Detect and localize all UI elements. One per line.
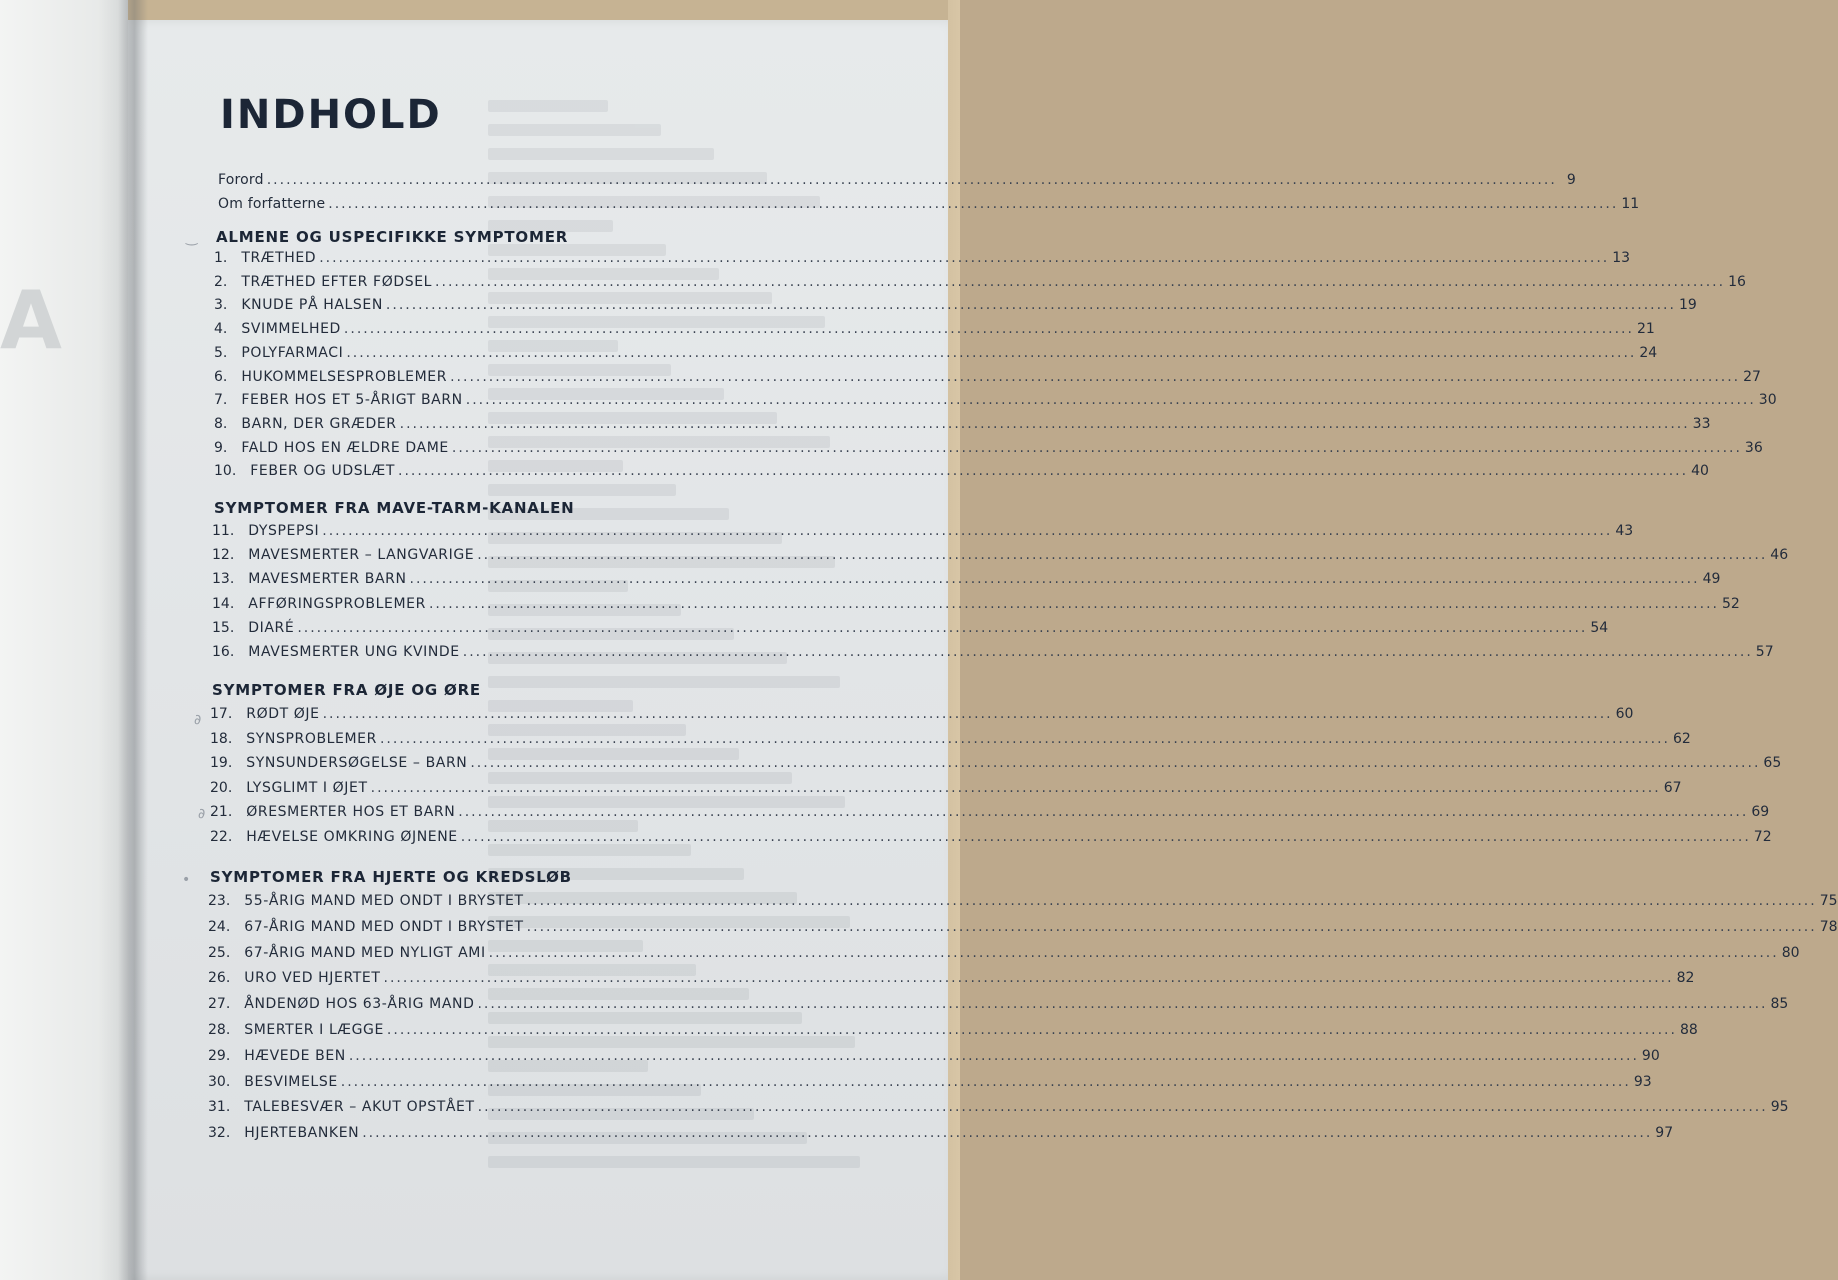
toc-page-number: 46 [1770, 547, 1789, 563]
toc-entry-label: Forord [218, 172, 264, 188]
bleed-line [488, 1156, 860, 1168]
toc-entry [214, 369, 1761, 385]
leader-dots: ........................................................................................................................................................................................................ [477, 547, 1768, 563]
toc-entry-number: 11. [212, 523, 235, 539]
toc-page-number: 85 [1770, 996, 1789, 1012]
toc-entry [214, 416, 1711, 432]
toc-page-number: 21 [1636, 321, 1655, 337]
leader-dots: ........................................................................................................................................................................................................ [399, 416, 1690, 432]
toc-entry [208, 945, 1800, 961]
toc-entry-label: HUKOMMELSESPROBLEMER [241, 369, 448, 385]
toc-entry-label: LYSGLIMT I ØJET [246, 780, 368, 796]
toc-page-number: 75 [1819, 893, 1838, 909]
leader-dots: ........................................................................................................................................................................................................ [458, 804, 1749, 820]
toc-entry-label: 67-ÅRIG MAND MED ONDT I BRYSTET [244, 919, 524, 935]
toc-entry [208, 893, 1838, 909]
toc-entry [212, 523, 1634, 539]
toc-page-number: 65 [1763, 755, 1782, 771]
toc-entry-label: BARN, DER GRÆDER [241, 416, 397, 432]
toc-entry [214, 321, 1655, 337]
leader-dots: ........................................................................................................................................................................................................ [362, 1125, 1653, 1141]
leader-dots: ........................................................................................................................................................................................................ [348, 1048, 1639, 1064]
toc-page-number: 27 [1743, 369, 1761, 385]
toc-entry [212, 571, 1721, 587]
toc-entry-label: SMERTER I LÆGGE [244, 1022, 384, 1038]
toc-entry [210, 804, 1770, 820]
toc-entry-number: 22. [210, 829, 233, 845]
pencil-mark-icon: ∂ [198, 806, 206, 822]
toc-entry [214, 463, 1709, 479]
section-heading: ALMENE OG USPECIFIKKE SYMPTOMER [216, 228, 569, 246]
leader-dots: ........................................................................................................................................................................................................ [322, 706, 1613, 722]
toc-entry-label: ÅNDENØD HOS 63-ÅRIG MAND [244, 996, 475, 1012]
pencil-mark-icon: ∂ [194, 712, 202, 728]
toc-entry [212, 547, 1789, 563]
toc-page-number: 93 [1633, 1074, 1652, 1090]
toc-entry-label: FALD HOS EN ÆLDRE DAME [241, 440, 449, 456]
toc-entry [214, 274, 1746, 290]
toc-entry-label: TALEBESVÆR – AKUT OPSTÅET [244, 1099, 475, 1115]
toc-entry-number: 30. [208, 1074, 231, 1090]
bleed-line [488, 484, 676, 496]
bleed-line [488, 676, 840, 688]
toc-entry-number: 13. [212, 571, 235, 587]
leader-dots: ........................................................................................................................................................................................................ [297, 620, 1588, 636]
leader-dots: ........................................................................................................................................................................................................ [398, 463, 1689, 479]
toc-entry-number: 2. [214, 274, 228, 290]
toc-entry [210, 755, 1782, 771]
toc-entry [208, 1074, 1652, 1090]
toc-page-number: 49 [1702, 571, 1721, 587]
toc-entry-label: DYSPEPSI [248, 523, 320, 539]
toc-entry [212, 644, 1774, 660]
toc-entry [214, 392, 1777, 408]
leader-dots: ........................................................................................................................................................................................................ [409, 571, 1700, 587]
toc-entry-number: 7. [214, 392, 228, 408]
leader-dots: ........................................................................................................................................................................................................ [322, 523, 1613, 539]
section-heading: SYMPTOMER FRA ØJE OG ØRE [212, 681, 481, 699]
toc-entry-label: HÆVEDE BEN [244, 1048, 346, 1064]
bleed-line [488, 844, 691, 856]
toc-page-number: 54 [1590, 620, 1609, 636]
toc-entry [214, 297, 1697, 313]
toc-entry [214, 440, 1763, 456]
leader-dots: ........................................................................................................................................................................................................ [477, 996, 1768, 1012]
leader-dots: ........................................................................................................................................................................................................ [450, 369, 1741, 385]
toc-entry [210, 829, 1772, 845]
toc-page-number: 57 [1755, 644, 1774, 660]
toc-entry [208, 1048, 1660, 1064]
bleed-line [488, 124, 661, 136]
leader-dots: ........................................................................................................................................................................................................ [266, 172, 1557, 188]
table-surface-top [128, 0, 948, 20]
toc-page-number: 33 [1692, 416, 1711, 432]
toc-page-number: 11 [1621, 196, 1640, 212]
section-heading: SYMPTOMER FRA MAVE-TARM-KANALEN [214, 499, 575, 517]
toc-page-number: 24 [1639, 345, 1658, 361]
pencil-mark-icon: • [182, 872, 191, 888]
toc-entry-number: 14. [212, 596, 235, 612]
toc-page-number: 60 [1615, 706, 1634, 722]
toc-entry-number: 12. [212, 547, 235, 563]
toc-entry-number: 28. [208, 1022, 231, 1038]
toc-page-number: 19 [1678, 297, 1697, 313]
toc-entry-om-forfatterne [218, 196, 1640, 212]
toc-page-number: 97 [1655, 1125, 1674, 1141]
toc-entry-label: ØRESMERTER HOS ET BARN [246, 804, 456, 820]
leader-dots: ........................................................................................................................................................................................................ [526, 893, 1817, 909]
toc-entry [210, 706, 1634, 722]
toc-entry-label: FEBER OG UDSLÆT [250, 463, 396, 479]
leader-dots: ........................................................................................................................................................................................................ [488, 945, 1779, 961]
toc-entry-number: 6. [214, 369, 228, 385]
leader-dots: ........................................................................................................................................................................................................ [465, 392, 1756, 408]
toc-entry [214, 250, 1631, 266]
leader-dots: ........................................................................................................................................................................................................ [477, 1099, 1768, 1115]
toc-entry-label: Om forfatterne [218, 196, 326, 212]
toc-entry-number: 17. [210, 706, 233, 722]
toc-entry-label: SYNSUNDERSØGELSE – BARN [246, 755, 468, 771]
toc-entry-label: SYNSPROBLEMER [246, 731, 377, 747]
toc-entry-label: TRÆTHED [241, 250, 317, 266]
toc-page-number: 88 [1679, 1022, 1698, 1038]
toc-page-number: 95 [1770, 1099, 1789, 1115]
toc-entry-label: 55-ÅRIG MAND MED ONDT I BRYSTET [244, 893, 524, 909]
toc-entry [212, 596, 1740, 612]
toc-entry-label: RØDT ØJE [246, 706, 320, 722]
toc-entry-label: HÆVELSE OMKRING ØJNENE [246, 829, 458, 845]
toc-entry [210, 780, 1682, 796]
toc-page-number: 72 [1753, 829, 1772, 845]
book-gutter [118, 0, 148, 1280]
toc-entry-label: MAVESMERTER – LANGVARIGE [248, 547, 475, 563]
leader-dots: ........................................................................................................................................................................................................ [462, 644, 1753, 660]
toc-entry [208, 1099, 1789, 1115]
leader-dots: ........................................................................................................................................................................................................ [435, 274, 1726, 290]
toc-entry-number: 3. [214, 297, 228, 313]
bleed-line [488, 100, 608, 112]
toc-entry-number: 8. [214, 416, 228, 432]
toc-entry-label: FEBER HOS ET 5-ÅRIGT BARN [241, 392, 463, 408]
toc-entry-number: 26. [208, 970, 231, 986]
toc-entry-forord [218, 172, 1576, 188]
toc-entry-number: 19. [210, 755, 233, 771]
leader-dots: ........................................................................................................................................................................................................ [328, 196, 1619, 212]
toc-entry-label: AFFØRINGSPROBLEMER [248, 596, 426, 612]
toc-page-number: 78 [1819, 919, 1838, 935]
toc-entry-label: HJERTEBANKEN [244, 1125, 360, 1141]
toc-page-number: 62 [1673, 731, 1691, 747]
section-heading: SYMPTOMER FRA HJERTE OG KREDSLØB [210, 868, 572, 886]
toc-entry [210, 731, 1691, 747]
toc-page-number: 9 [1566, 172, 1576, 188]
toc-entry-number: 18. [210, 731, 233, 747]
toc-page-number: 36 [1744, 440, 1763, 456]
right-page [128, 20, 1838, 1280]
toc-entry-number: 9. [214, 440, 228, 456]
toc-entry-number: 31. [208, 1099, 231, 1115]
toc-entry-label: KNUDE PÅ HALSEN [241, 297, 383, 313]
toc-entry-label: MAVESMERTER UNG KVINDE [248, 644, 460, 660]
leader-dots: ........................................................................................................................................................................................................ [386, 1022, 1677, 1038]
toc-entry [208, 1125, 1674, 1141]
toc-entry-number: 10. [214, 463, 237, 479]
leader-dots: ........................................................................................................................................................................................................ [526, 919, 1817, 935]
leader-dots: ........................................................................................................................................................................................................ [370, 780, 1661, 796]
toc-entry-label: BESVIMELSE [244, 1074, 338, 1090]
toc-page-number: 82 [1676, 970, 1695, 986]
leader-dots: ........................................................................................................................................................................................................ [346, 345, 1637, 361]
toc-entry-number: 25. [208, 945, 231, 961]
toc-page-number: 67 [1663, 780, 1682, 796]
left-page-letter: A [0, 274, 62, 367]
page-title: INDHOLD [220, 92, 442, 138]
toc-page-number: 40 [1691, 463, 1709, 479]
toc-entry [214, 345, 1658, 361]
toc-entry [208, 919, 1838, 935]
toc-page-number: 52 [1721, 596, 1740, 612]
toc-entry-number: 16. [212, 644, 235, 660]
toc-page-number: 90 [1641, 1048, 1660, 1064]
bleed-line [488, 148, 714, 160]
toc-page-number: 80 [1781, 945, 1800, 961]
toc-entry [208, 970, 1695, 986]
toc-entry-label: POLYFARMACI [241, 345, 344, 361]
toc-entry-number: 21. [210, 804, 233, 820]
toc-entry-label: MAVESMERTER BARN [248, 571, 407, 587]
leader-dots: ........................................................................................................................................................................................................ [470, 755, 1761, 771]
leader-dots: ........................................................................................................................................................................................................ [460, 829, 1751, 845]
toc-entry-label: SVIMMELHED [241, 321, 341, 337]
toc-entry-label: 67-ÅRIG MAND MED NYLIGT AMI [244, 945, 486, 961]
leader-dots: ........................................................................................................................................................................................................ [428, 596, 1719, 612]
toc-entry-number: 29. [208, 1048, 231, 1064]
toc-entry-number: 15. [212, 620, 235, 636]
toc-page-number: 13 [1612, 250, 1631, 266]
toc-page-number: 16 [1728, 274, 1746, 290]
leader-dots: ........................................................................................................................................................................................................ [379, 731, 1671, 747]
toc-entry-label: DIARÉ [248, 620, 295, 636]
toc-entry-label: URO VED HJERTET [244, 970, 381, 986]
toc-entry-number: 24. [208, 919, 231, 935]
toc-entry [212, 620, 1609, 636]
toc-entry-number: 5. [214, 345, 228, 361]
leader-dots: ........................................................................................................................................................................................................ [385, 297, 1676, 313]
leader-dots: ........................................................................................................................................................................................................ [343, 321, 1634, 337]
toc-entry [208, 996, 1789, 1012]
toc-page-number: 69 [1751, 804, 1770, 820]
toc-entry-number: 23. [208, 893, 231, 909]
toc-entry-number: 32. [208, 1125, 231, 1141]
toc-entry [208, 1022, 1698, 1038]
toc-entry-number: 1. [214, 250, 228, 266]
toc-entry-number: 4. [214, 321, 228, 337]
leader-dots: ........................................................................................................................................................................................................ [319, 250, 1610, 266]
toc-entry-number: 27. [208, 996, 231, 1012]
leader-dots: ........................................................................................................................................................................................................ [383, 970, 1674, 986]
toc-entry-number: 20. [210, 780, 233, 796]
toc-entry-label: TRÆTHED EFTER FØDSEL [241, 274, 433, 290]
leader-dots: ........................................................................................................................................................................................................ [451, 440, 1742, 456]
leader-dots: ........................................................................................................................................................................................................ [340, 1074, 1631, 1090]
toc-page-number: 30 [1758, 392, 1777, 408]
pencil-mark-icon: ‿ [186, 230, 198, 246]
toc-page-number: 43 [1615, 523, 1634, 539]
